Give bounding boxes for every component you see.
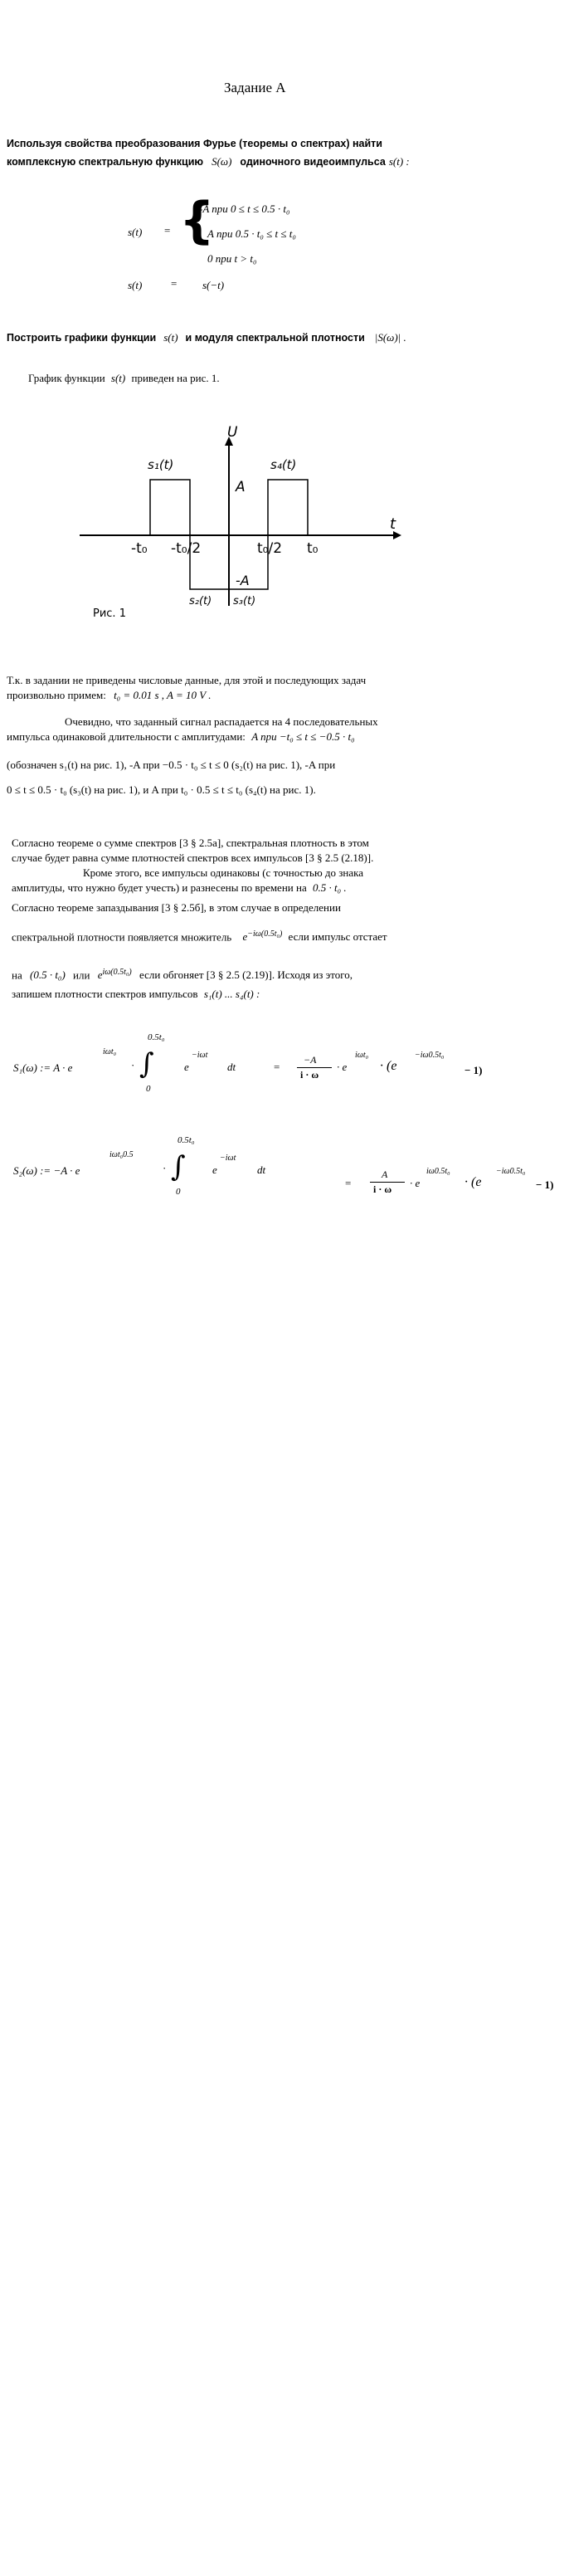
- para2-line3: (обозначен s₁(t) на рис. 1), -A при −0.5 · t₀ ≤ t ≤ 0 (s₂(t) на рис. 1), -A при: [7, 759, 336, 771]
- integral-icon-2: ∫: [171, 1150, 186, 1183]
- s2-rhs-tail: · (e: [464, 1175, 482, 1189]
- build-text-2: и модуля спектральной плотности: [185, 332, 365, 344]
- axis-x-label: t: [390, 515, 396, 533]
- graph-ref-text-2: приведен на рис. 1.: [131, 372, 220, 384]
- pulse-s4: [268, 480, 308, 535]
- signal-symbol: s(t) :: [388, 155, 410, 168]
- s1-lhs-sup: iωt₀: [103, 1047, 117, 1056]
- label-s1: s₁(t): [148, 457, 174, 472]
- s1-rhs: · e: [337, 1061, 348, 1073]
- para3-text-7c: если обгоняет [3 § 2.5 (2.19)]. Исходя из этого,: [139, 968, 353, 982]
- para3-line4: [12, 881, 347, 895]
- para1-text: произвольно примем:: [7, 689, 106, 701]
- para2-math: A при −t₀ ≤ t ≤ −0.5 · t₀: [251, 730, 355, 743]
- s2-rhs: · e: [410, 1177, 421, 1189]
- s1-eq: =: [274, 1061, 280, 1073]
- exp-advance: e: [97, 968, 103, 982]
- s1-fraction-bar: [297, 1067, 332, 1068]
- para3-line7: [12, 968, 353, 982]
- para3-line5: Согласно теореме запаздывания [3 § 2.5б], в этом случае в определении: [12, 901, 341, 914]
- build-line: [7, 330, 406, 345]
- para3-line8: [12, 988, 260, 1001]
- s1-num: −A: [304, 1054, 317, 1066]
- para2-line1: Очевидно, что заданный сигнал распадается на 4 последовательных: [65, 715, 378, 728]
- signal-case-1: -A при 0 ≤ t ≤ 0.5 · t₀: [199, 202, 290, 215]
- spectral-function-symbol: S(ω): [212, 155, 232, 168]
- task-line-1: Используя свойства преобразования Фурье (теоремы о спектрах) найти: [7, 138, 382, 149]
- s1-integrand: e: [184, 1061, 189, 1073]
- para1-values: t₀ = 0.01 s , A = 10 V .: [114, 689, 212, 701]
- exp-delay-sup: −iω(0.5t₀): [247, 929, 283, 939]
- exp-delay: e: [242, 930, 248, 944]
- s2-eq: =: [345, 1177, 352, 1189]
- s1-int-lower: 0: [146, 1084, 151, 1094]
- symmetry-eq: =: [171, 277, 178, 290]
- para3-delay-amount: (0.5 · t₀): [29, 968, 66, 982]
- label-s3: s₃(t): [233, 595, 256, 607]
- s2-rhs-sup: iω0.5t₀: [426, 1167, 450, 1176]
- para3-text: амплитуды, что нужно будет учесть) и разнесены по времени на: [12, 881, 307, 894]
- s2-fraction-bar: [370, 1182, 405, 1183]
- task-text-2: одиночного видеоимпульса: [240, 156, 386, 168]
- s2-int-lower: 0: [176, 1187, 181, 1197]
- para1-line1: Т.к. в задании не приведены числовые данные, для этой и последующих задач: [7, 674, 367, 686]
- para3-line6: [12, 929, 387, 944]
- s2-den: i · ω: [373, 1183, 392, 1195]
- s1-dt: dt: [227, 1061, 236, 1073]
- para3-text-7b: или: [73, 968, 90, 982]
- s2-rhs-end: − 1): [536, 1178, 554, 1191]
- formula-s1: [13, 1061, 72, 1076]
- para3-text-6: спектральной плотности появляется множитель: [12, 930, 232, 944]
- piecewise-brace: {: [179, 192, 215, 250]
- para3-text-6b: если импульс отстает: [288, 930, 387, 944]
- para3-text-8: запишем плотности спектров импульсов: [12, 988, 198, 1000]
- axis-y-label: U: [227, 424, 238, 441]
- para2-line4: 0 ≤ t ≤ 0.5 · t₀ (s₃(t) на рис. 1), и A при t₀ · 0.5 ≤ t ≤ t₀ (s₄(t) на рис. 1).: [7, 783, 316, 796]
- s2-dot: ·: [163, 1162, 167, 1174]
- figure-1: [0, 407, 569, 631]
- s2-int-upper: 0.5t₀: [178, 1135, 195, 1145]
- s1-lhs: S₁(ω) := A · e: [13, 1061, 73, 1074]
- tick-t0: t₀: [307, 540, 319, 557]
- build-math-2: |S(ω)| .: [374, 331, 406, 344]
- s1-rhs-sup: iωt₀: [355, 1051, 369, 1060]
- signal-case-3: 0 при t > t₀: [207, 252, 257, 265]
- graph-ref-line: [28, 372, 220, 385]
- label-s4: s₄(t): [270, 457, 297, 472]
- para3-line2: случае будет равна сумме плотностей спектров всех импульсов [3 § 2.5 (2.18)].: [12, 851, 374, 864]
- s2-integrand-sup: −iωt: [220, 1154, 236, 1163]
- s2-rhs-tail-sup: −iω0.5t₀: [496, 1167, 526, 1176]
- s2-dt: dt: [257, 1164, 266, 1176]
- level-neg-label: -A: [236, 573, 250, 588]
- page-title: Задание А: [224, 80, 286, 95]
- symmetry-rhs: s(−t): [202, 279, 225, 291]
- s1-int-upper: 0.5t₀: [148, 1032, 165, 1042]
- para3-line1: Согласно теореме о сумме спектров [3 § 2.5а], спектральная плотность в этом: [12, 837, 369, 849]
- tick-half-t0: t₀/2: [257, 540, 283, 557]
- s1-den: i · ω: [300, 1069, 319, 1081]
- s2-num: A: [382, 1168, 388, 1180]
- formula-s2: [13, 1164, 80, 1178]
- symmetry-lhs: s(t): [128, 279, 143, 291]
- para2-text: импульса одинаковой длительности с амплитудами:: [7, 730, 246, 743]
- s1-rhs-tail: · (e: [380, 1059, 397, 1073]
- s1-dot: ·: [131, 1059, 135, 1071]
- task-line-2: [7, 154, 410, 169]
- integral-icon: ∫: [139, 1047, 154, 1081]
- s2-lhs: S₂(ω) := −A · e: [13, 1164, 80, 1177]
- graph-ref-math: s(t): [110, 372, 126, 384]
- build-text: Построить графики функции: [7, 332, 157, 344]
- signal-lhs: s(t): [128, 226, 143, 238]
- para3-line3: Кроме этого, все импульсы одинаковы (с точностью до знака: [83, 866, 364, 879]
- para1-line2: [7, 689, 211, 702]
- signal-case-2: A при 0.5 · t₀ ≤ t ≤ t₀: [207, 227, 296, 240]
- figure-caption: Рис. 1: [93, 607, 126, 620]
- s2-lhs-sup: iωt₀0.5: [109, 1150, 134, 1159]
- exp-advance-sup: iω(0.5t₀): [102, 968, 132, 977]
- s1-rhs-tail-sup: −iω0.5t₀: [415, 1051, 445, 1060]
- s1-integrand-sup: −iωt: [192, 1051, 208, 1060]
- pulse-s1: [150, 480, 190, 535]
- para3-pulses: s₁(t) ... s₄(t) :: [203, 988, 260, 1000]
- graph-ref-text: График функции: [28, 372, 105, 384]
- signal-eq: =: [164, 224, 171, 237]
- para2-line2: [7, 730, 355, 744]
- tick-minus-t0: -t₀: [131, 540, 148, 557]
- label-s2: s₂(t): [189, 595, 212, 607]
- s1-rhs-end: − 1): [464, 1064, 483, 1076]
- level-pos-label: A: [236, 479, 246, 495]
- build-math-1: s(t): [163, 331, 178, 344]
- s2-integrand: e: [212, 1164, 217, 1176]
- para3-delay: 0.5 · t₀ .: [312, 881, 347, 894]
- tick-minus-half-t0: -t₀/2: [171, 540, 202, 557]
- para3-text-7: на: [12, 968, 22, 982]
- task-text: комплексную спектральную функцию: [7, 156, 204, 168]
